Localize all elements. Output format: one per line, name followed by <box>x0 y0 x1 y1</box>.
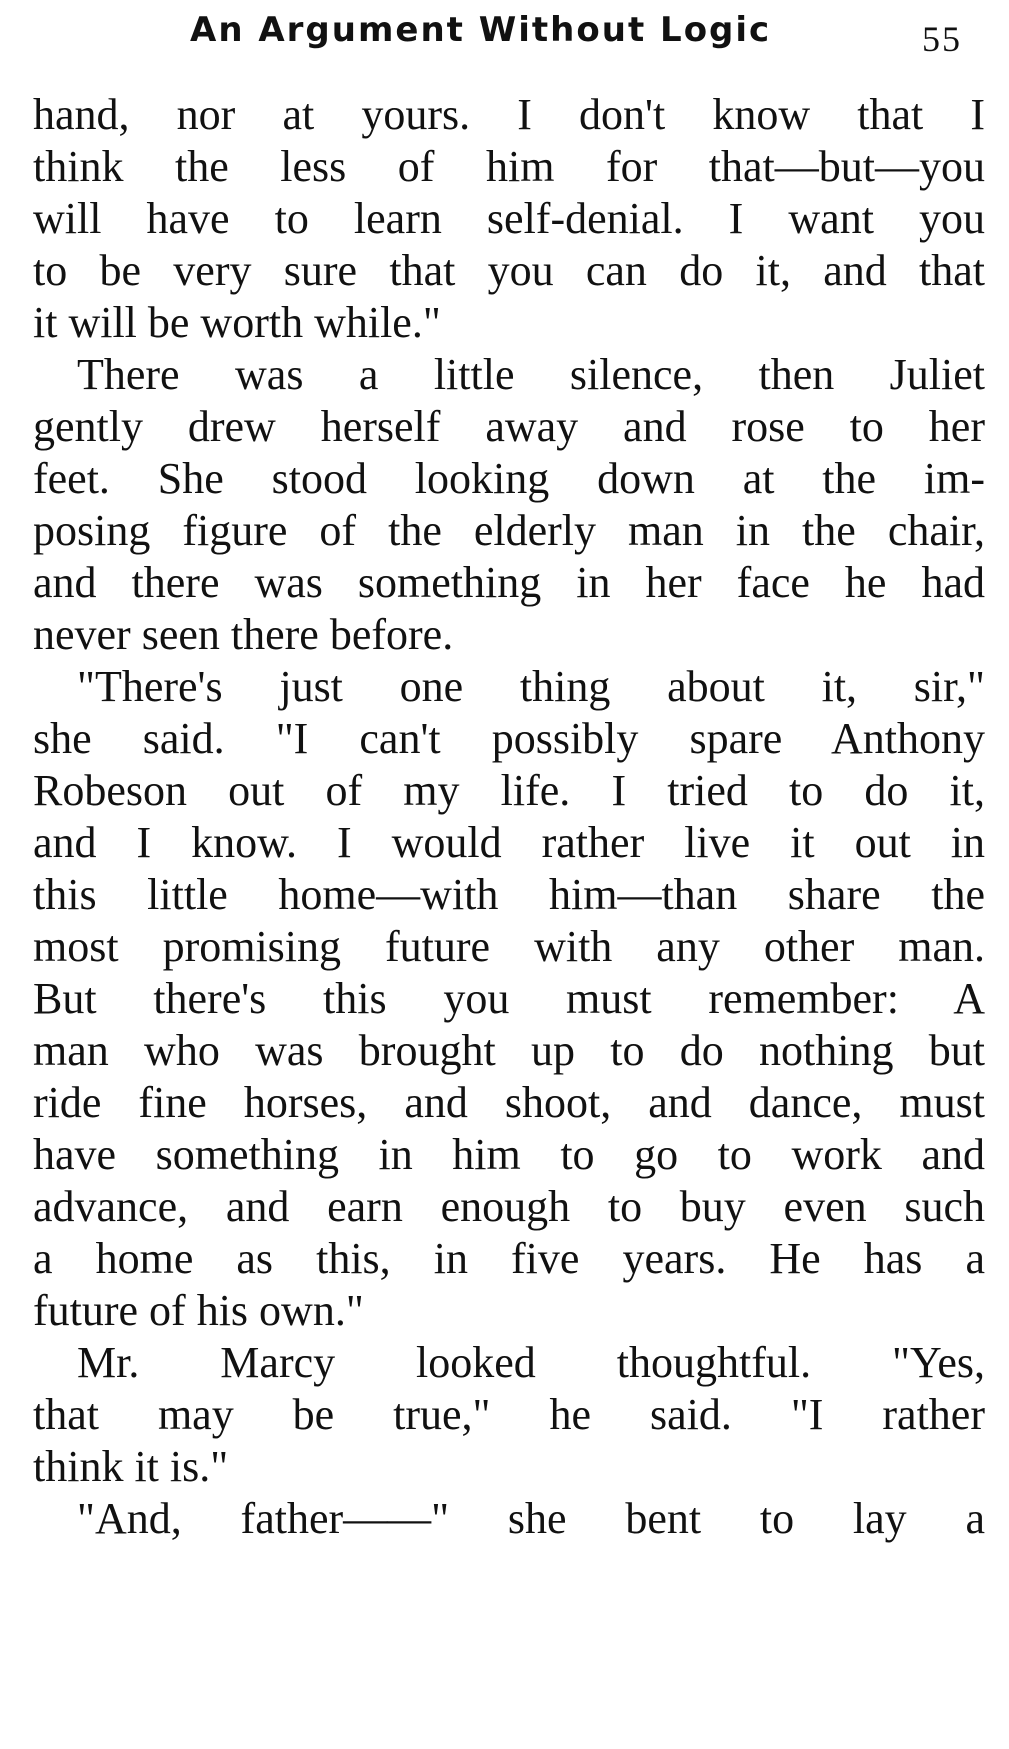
text-line: ride fine horses, and shoot, and dance, must <box>33 1078 985 1127</box>
text-line: hand, nor at yours. I don't know that I <box>33 90 985 139</box>
text-line: and I know. I would rather live it out in <box>33 818 985 867</box>
text-line: future of his own." <box>33 1286 364 1335</box>
text-line: feet. She stood looking down at the im- <box>33 454 985 503</box>
text-line: think it is." <box>33 1442 229 1491</box>
text-line: this little home—with him—than share the <box>33 870 985 919</box>
text-line: "There's just one thing about it, sir," <box>77 662 985 711</box>
text-line: most promising future with any other man. <box>33 922 985 971</box>
text-line: it will be worth while." <box>33 298 441 347</box>
text-line: have something in him to go to work and <box>33 1130 985 1179</box>
text-line: that may be true," he said. "I rather <box>33 1390 985 1439</box>
text-line: and there was something in her face he had <box>33 558 985 607</box>
text-line: think the less of him for that—but—you <box>33 142 985 191</box>
text-line: man who was brought up to do nothing but <box>33 1026 985 1075</box>
text-line: gently drew herself away and rose to her <box>33 402 985 451</box>
running-head: An Argument Without Logic <box>190 10 772 50</box>
text-line: "And, father——" she bent to lay a <box>77 1494 985 1543</box>
text-line: to be very sure that you can do it, and that <box>33 246 985 295</box>
body-text <box>33 89 985 1545</box>
text-line: Robeson out of my life. I tried to do it, <box>33 766 985 815</box>
text-line: advance, and earn enough to buy even such <box>33 1182 985 1231</box>
text-line: But there's this you must remember: A <box>33 974 985 1023</box>
text-line: There was a little silence, then Juliet <box>77 350 985 399</box>
text-line: will have to learn self-denial. I want you <box>33 194 985 243</box>
text-line: never seen there before. <box>33 610 454 659</box>
text-line: posing figure of the elderly man in the chair, <box>33 506 985 555</box>
text-line: she said. "I can't possibly spare Anthony <box>33 714 985 763</box>
text-line: a home as this, in five years. He has a <box>33 1234 985 1283</box>
text-line: Mr. Marcy looked thoughtful. "Yes, <box>77 1338 985 1387</box>
page-number: 55 <box>922 19 962 59</box>
